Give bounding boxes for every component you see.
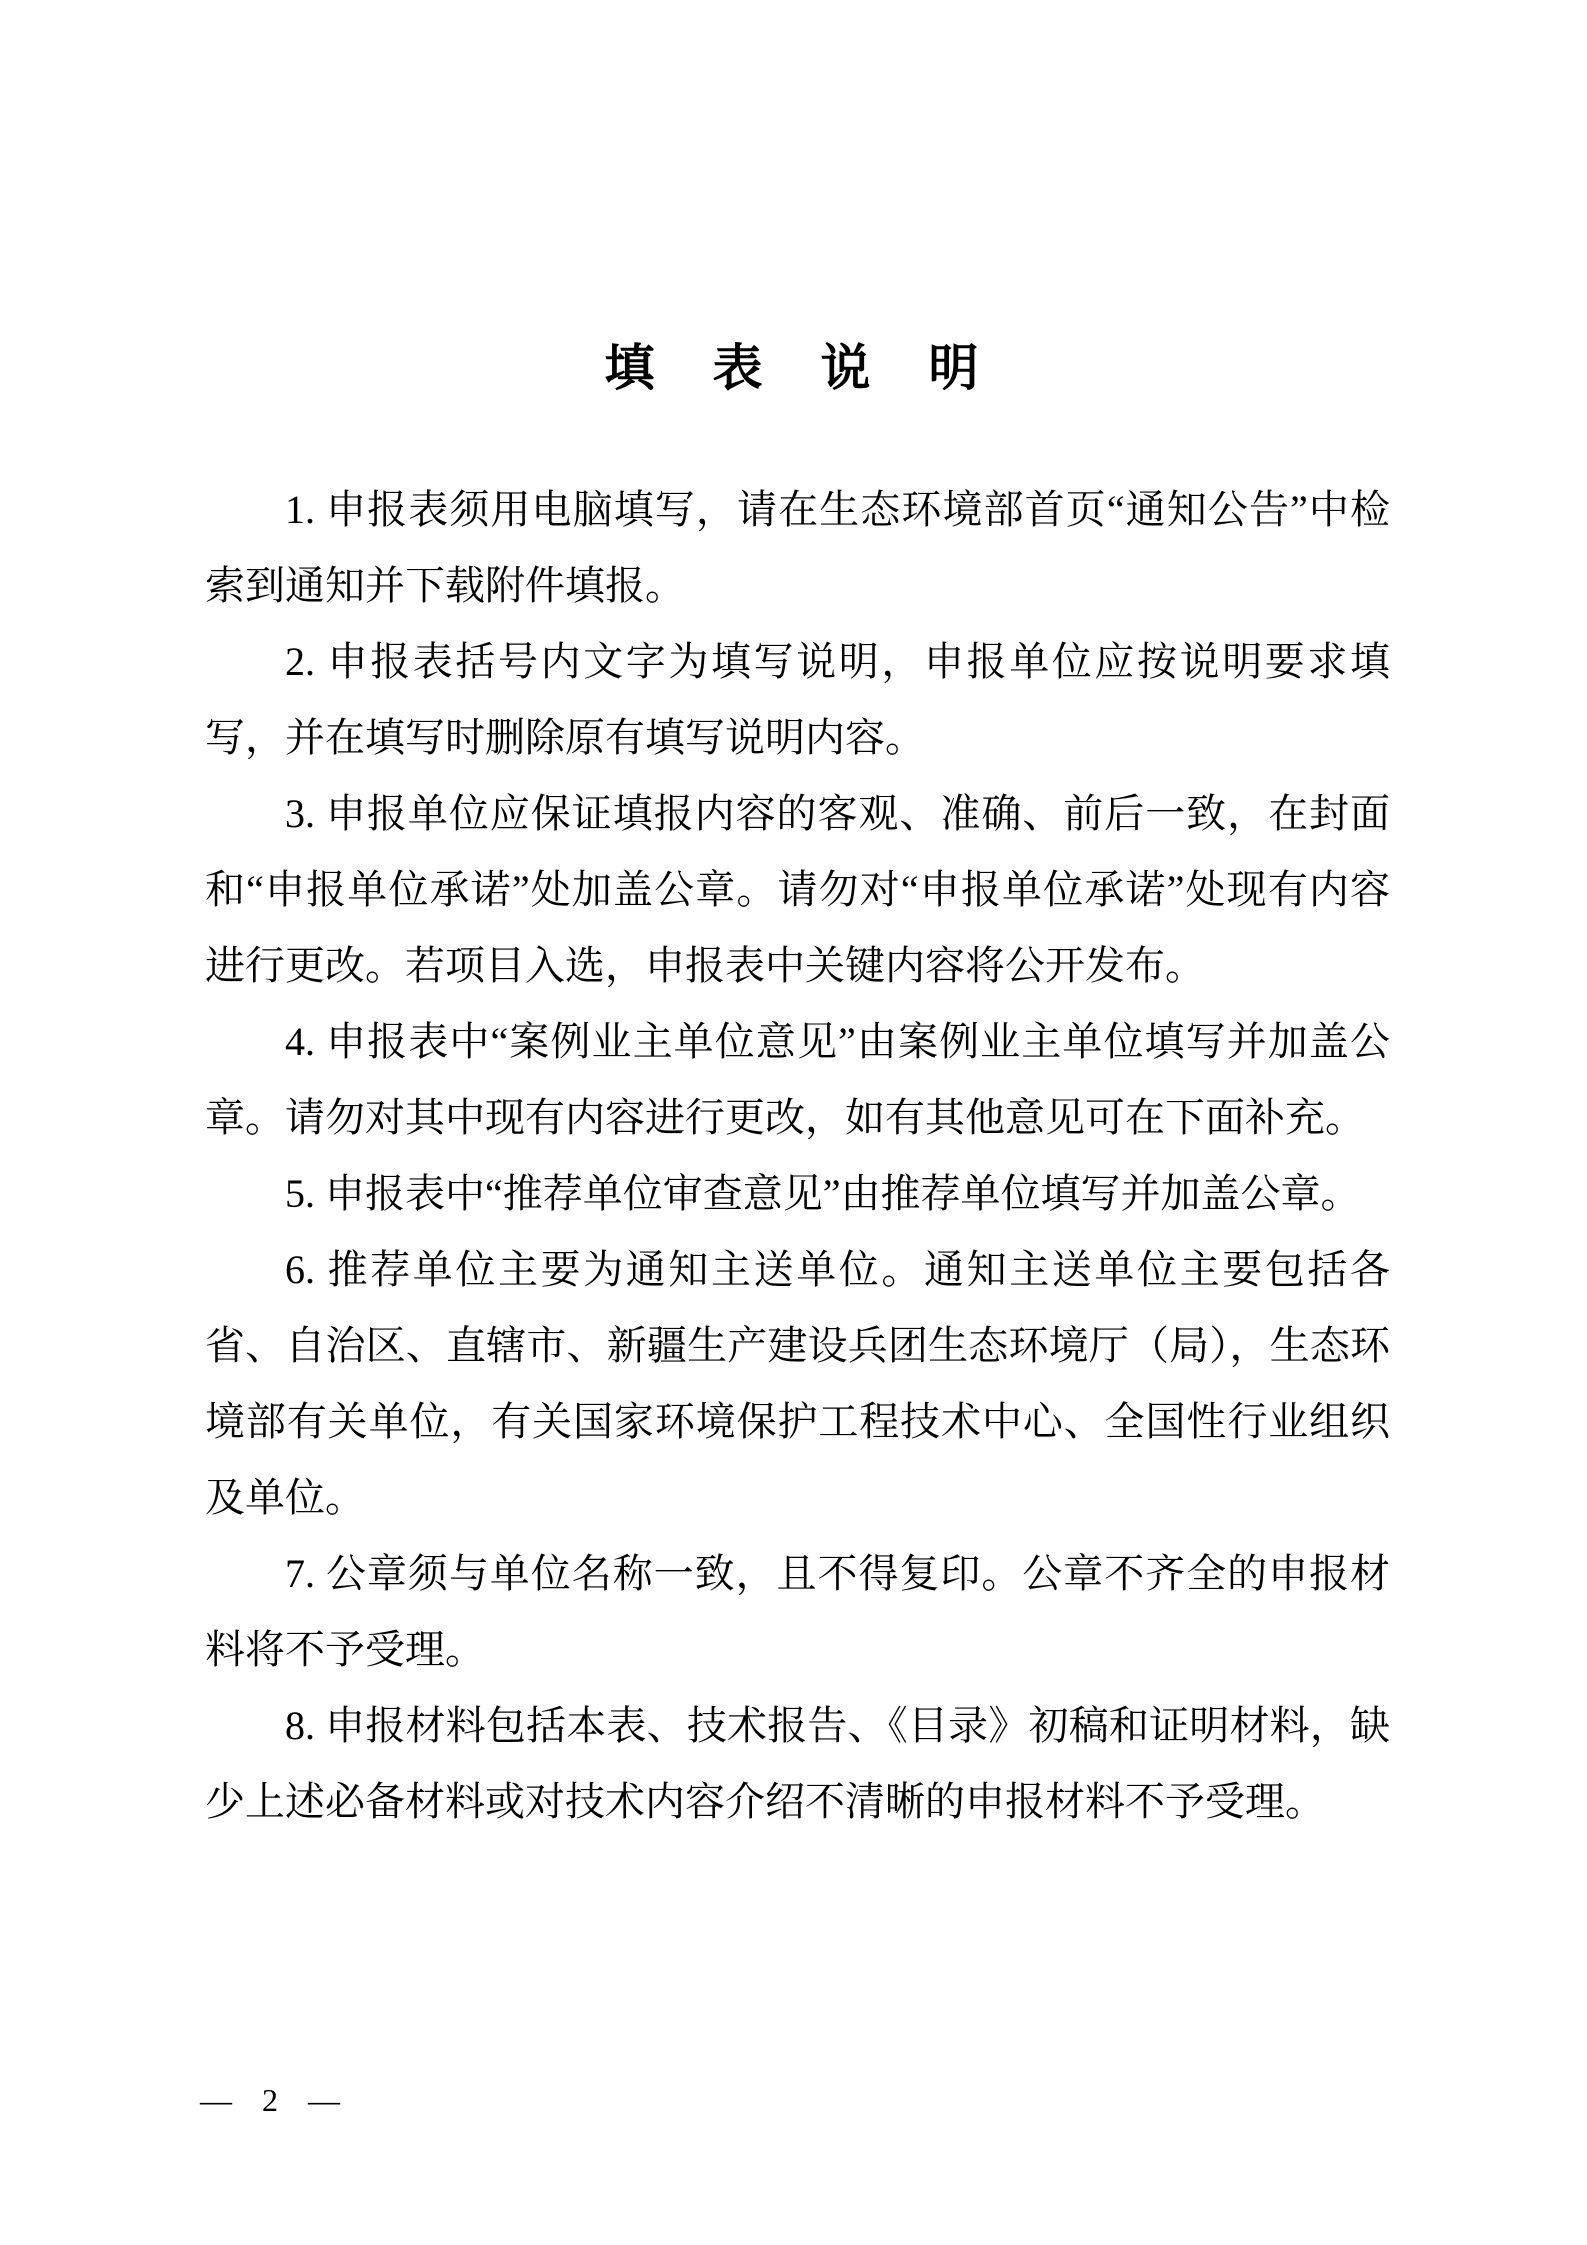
- instruction-paragraph-5: 5. 申报表中“推荐单位审查意见”由推荐单位填写并加盖公章。: [285, 1171, 1361, 1216]
- instruction-paragraph-1: 1. 申报表须用电脑填写，请在生态环境部首页“通知公告”中检索到通知并下载附件填报。: [205, 487, 1390, 608]
- instruction-paragraph-7: 7. 公章须与单位名称一致，且不得复印。公章不齐全的申报材料将不予受理。: [205, 1551, 1390, 1672]
- instruction-paragraph-2: 2. 申报表括号内文字为填写说明，申报单位应按说明要求填写，并在填写时删除原有填写说明内容。: [205, 639, 1390, 760]
- instruction-paragraph-8: 8. 申报材料包括本表、技术报告、《目录》初稿和证明材料，缺少上述必备材料或对技术内容介绍不清晰的申报材料不予受理。: [205, 1703, 1390, 1824]
- page-title: 填 表 说 明: [604, 340, 983, 396]
- instruction-paragraph-3: 3. 申报单位应保证填报内容的客观、准确、前后一致，在封面和“申报单位承诺”处加盖公章。请勿对“申报单位承诺”处现有内容进行更改。若项目入选，申报表中关键内容将公开发布。: [205, 791, 1390, 988]
- instructions-list: [205, 472, 1390, 1840]
- instruction-paragraph-4: 4. 申报表中“案例业主单位意见”由案例业主单位填写并加盖公章。请勿对其中现有内容进行更改，如有其他意见可在下面补充。: [205, 1019, 1390, 1140]
- page-number: — 2 —: [200, 2082, 342, 2118]
- instruction-paragraph-6: 6. 推荐单位主要为通知主送单位。通知主送单位主要包括各省、自治区、直辖市、新疆生产建设兵团生态环境厅（局），生态环境部有关单位，有关国家环境保护工程技术中心、全国性行业组织及单位。: [205, 1247, 1390, 1520]
